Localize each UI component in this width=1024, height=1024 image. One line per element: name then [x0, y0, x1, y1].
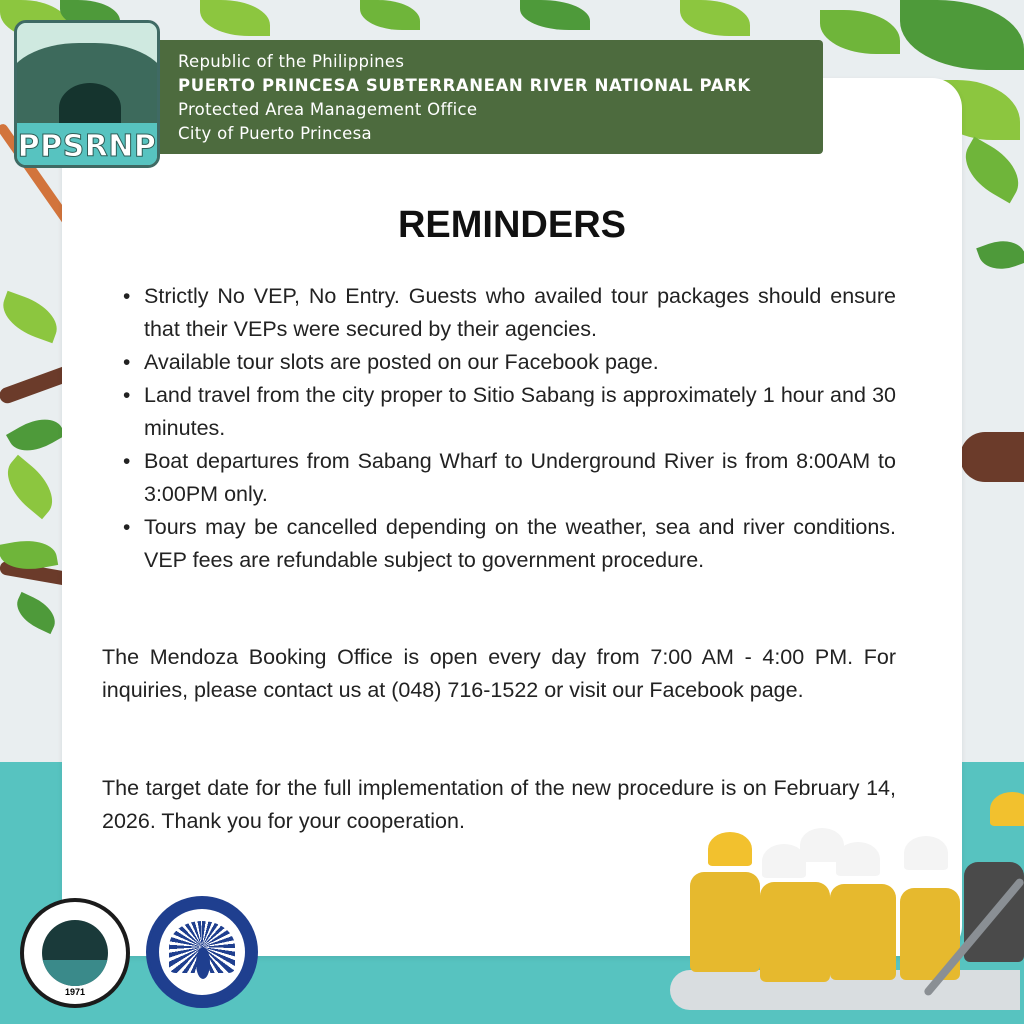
list-item: • Land travel from the city proper to Sitio Sabang is approximately 1 hour and 30 minutes. — [120, 379, 896, 445]
leaf — [0, 291, 64, 343]
helmet-icon — [990, 792, 1024, 826]
life-vest — [690, 872, 760, 972]
leaf — [820, 10, 900, 54]
page-title: REMINDERS — [397, 204, 627, 246]
header-city: City of Puerto Princesa — [178, 124, 372, 143]
park-seal-year: 1971 — [64, 987, 86, 997]
header-office: Protected Area Management Office — [178, 100, 478, 119]
helmet-icon — [904, 836, 948, 870]
leaf — [954, 137, 1024, 204]
helmet-icon — [836, 842, 880, 876]
leaf — [0, 455, 64, 520]
leaf — [520, 0, 590, 30]
helmet-icon — [708, 832, 752, 866]
leaf — [976, 233, 1024, 276]
header-park-name: PUERTO PRINCESA SUBTERRANEAN RIVER NATIONAL PARK — [178, 76, 751, 95]
life-vest — [830, 884, 896, 980]
leaf — [360, 0, 420, 30]
list-item: • Boat departures from Sabang Wharf to Underground River is from 8:00AM to 3:00PM only. — [120, 445, 896, 511]
target-date-paragraph: The target date for the full implementation of the new procedure is on February 14, 2026. Thank you for your cooperation. — [102, 776, 896, 833]
life-vest — [760, 882, 830, 982]
park-seal-image — [42, 920, 108, 986]
header-republic: Republic of the Philippines — [178, 52, 405, 71]
reminder-list — [120, 280, 896, 577]
park-seal — [20, 898, 130, 1008]
office-hours-paragraph: The Mendoza Booking Office is open every day from 7:00 AM - 4:00 PM. For inquiries, please contact us at (048) 716-1522 or visit our Facebook page. — [102, 645, 896, 702]
logo-text: PPSRNP — [17, 129, 157, 164]
rafting-illustration — [650, 822, 1024, 1024]
peacock-body — [196, 947, 210, 979]
header-banner — [120, 40, 823, 154]
list-item: • Tours may be cancelled depending on the weather, sea and river conditions. VEP fees are refundable subject to government procedure. — [120, 511, 896, 577]
leaf — [200, 0, 270, 36]
leaf — [6, 409, 66, 461]
tree-branch — [960, 432, 1024, 482]
leaf — [900, 0, 1024, 70]
list-item: • Available tour slots are posted on our Facebook page. — [120, 346, 896, 379]
city-seal — [146, 896, 258, 1008]
ppsrnp-logo — [14, 20, 160, 168]
leaf — [680, 0, 750, 36]
list-item: • Strictly No VEP, No Entry. Guests who availed tour packages should ensure that their VEPs were secured by their agencies. — [120, 280, 896, 346]
leaf — [11, 592, 62, 634]
